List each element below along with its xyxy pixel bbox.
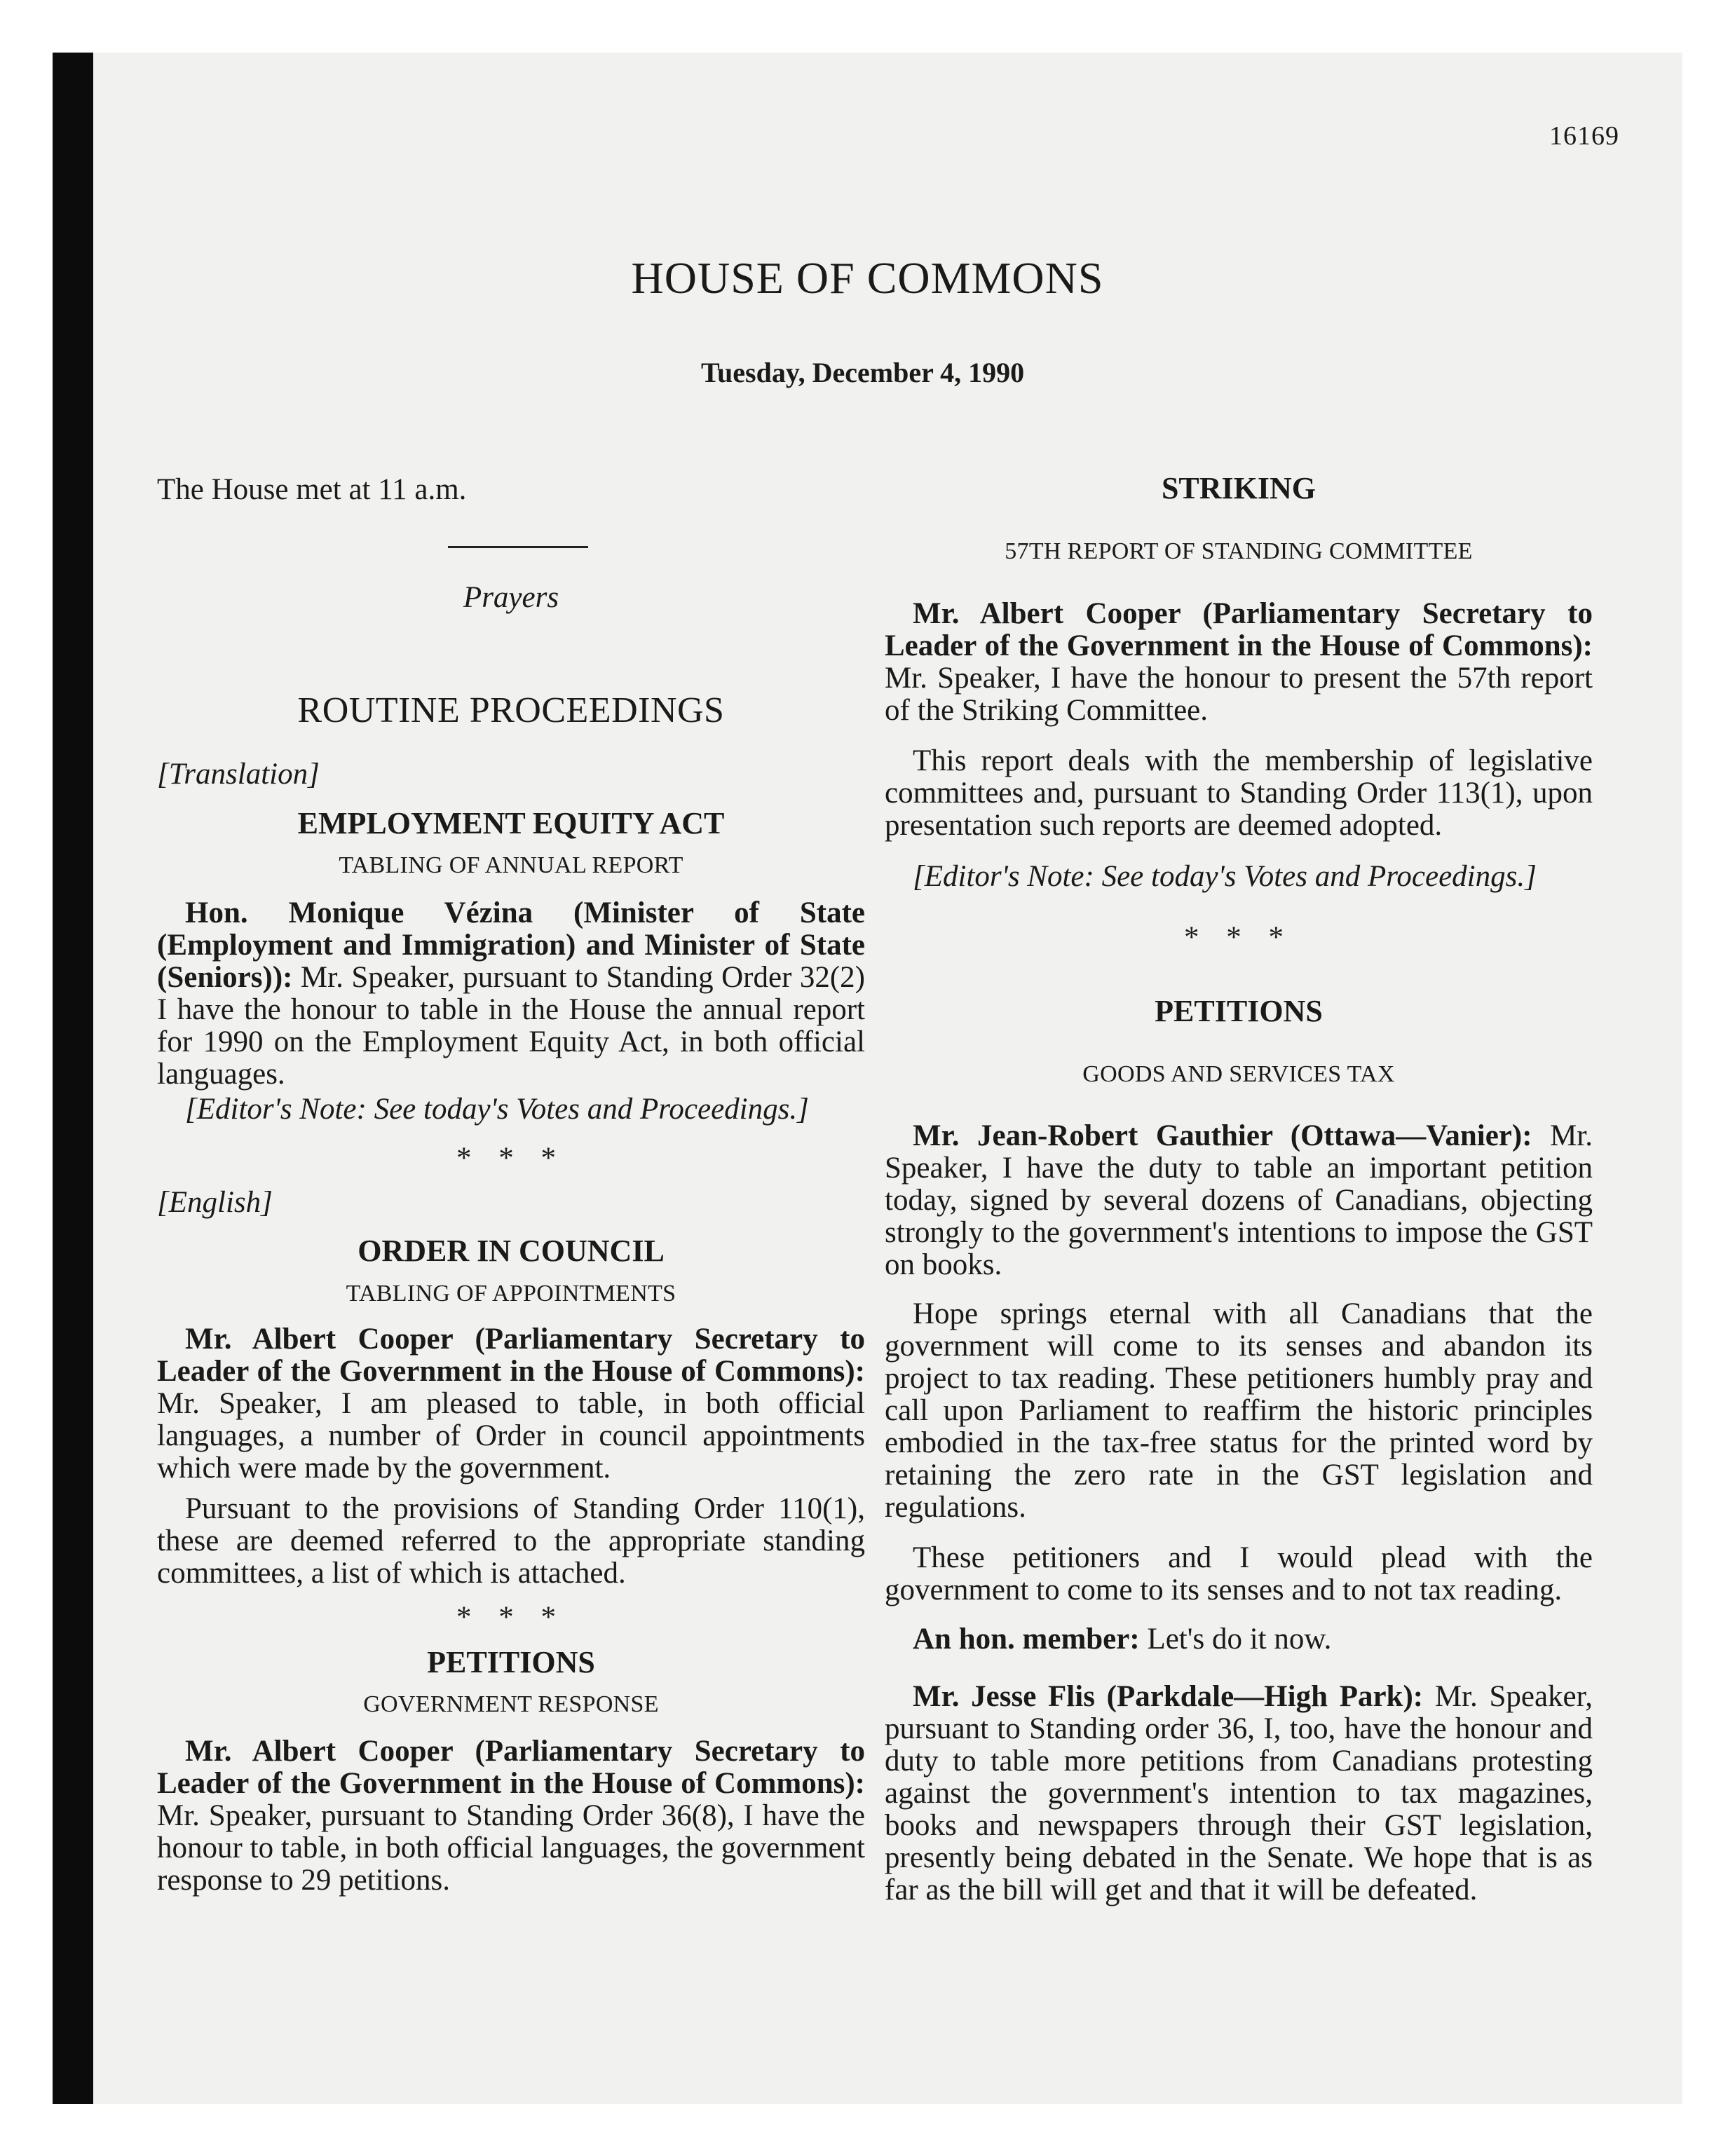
striking-heading: STRIKING — [1161, 471, 1316, 505]
statement-text: Mr. Speaker, I have the duty to table an important petition today, signed by several dozens of Canadians, objecting strongly to the government's intentions to impose the GST on books. — [885, 1119, 1593, 1281]
opening-line: The House met at 11 a.m. — [157, 473, 467, 506]
statement-text: Mr. Speaker, pursuant to Standing order 36, I, too, have the honour and duty to table more petitions from Canadians protesting against the government's intention to tax magazines, books and newspapers through their GST legislation, presently being debated in the Senate. We hope that is as far as the bill will get and that it will be defeated. — [885, 1680, 1593, 1906]
petitions-heading: PETITIONS — [1155, 994, 1323, 1028]
order-in-council-heading: ORDER IN COUNCIL — [358, 1234, 665, 1268]
section-separator: * * * — [456, 1142, 566, 1175]
speaker-name: Mr. Albert Cooper (Parliamentary Secretary to Leader of the Government in the House of Commons): — [157, 1323, 865, 1388]
gauthier-statement — [885, 1120, 1593, 1281]
striking-statement — [885, 598, 1593, 727]
masthead-title: HOUSE OF COMMONS — [631, 253, 1104, 303]
statement-text: This report deals with the membership of legislative committees and, pursuant to Standing Order 113(1), upon presentation such reports are deemed adopted. — [885, 744, 1593, 842]
statement-text: Mr. Speaker, I am pleased to table, in both official languages, a number of Order in council appointments which were made by the government. — [157, 1387, 865, 1485]
speaker-name: Hon. Monique Vézina (Minister of State (Employment and Immigration) and Minister of State (Seniors)): — [157, 896, 865, 994]
petitions-heading: PETITIONS — [427, 1645, 595, 1679]
speaker-name: Mr. Albert Cooper (Parliamentary Secretary to Leader of the Government in the House of Commons): — [885, 597, 1593, 662]
striking-subheading: 57TH REPORT OF STANDING COMMITTEE — [1005, 538, 1473, 564]
flis-statement — [885, 1681, 1593, 1906]
statement-text: Mr. Speaker, pursuant to Standing Order 32(2) I have the honour to table in the House the annual report for 1990 on the Employment Equity Act, in both official languages. — [157, 961, 865, 1091]
statement-text: Pursuant to the provisions of Standing Order 110(1), these are deemed referred to the appropriate standing committees, a list of which is attached. — [157, 1492, 865, 1590]
page-number: 16169 — [1549, 121, 1619, 151]
hon-member-interjection — [885, 1623, 1593, 1656]
order-in-council-subheading: TABLING OF APPOINTMENTS — [346, 1281, 676, 1306]
petitions-response-statement — [157, 1735, 865, 1897]
employment-equity-subheading: TABLING OF ANNUAL REPORT — [339, 852, 683, 878]
gauthier-statement-continued — [885, 1298, 1593, 1524]
english-marker: [English] — [157, 1186, 273, 1219]
statement-text: These petitioners and I would plead with the government to come to its senses and to not tax reading. — [885, 1541, 1593, 1606]
speaker-name: Mr. Jesse Flis (Parkdale—High Park): — [913, 1680, 1424, 1713]
routine-proceedings-heading: ROUTINE PROCEEDINGS — [297, 690, 725, 730]
statement-text: Hope springs eternal with all Canadians that the government will come to its senses and abandon its project to tax reading. These petitioners humbly pray and call upon Parliament to reaffirm the historic principles embodied in the tax-free status for the printed word by retaining the zero rate in the GST legislation and regulations. — [885, 1297, 1593, 1524]
speaker-name: Mr. Albert Cooper (Parliamentary Secretary to Leader of the Government in the House of Commons): — [157, 1735, 865, 1800]
statement-text: Mr. Speaker, I have the honour to present the 57th report of the Striking Committee. — [885, 662, 1593, 727]
translation-marker: [Translation] — [157, 758, 320, 791]
speaker-name: Mr. Jean-Robert Gauthier (Ottawa—Vanier): — [913, 1119, 1532, 1152]
section-separator: * * * — [1184, 921, 1293, 954]
editors-note: [Editor's Note: See today's Votes and Proceedings.] — [185, 1093, 809, 1126]
statement-text: Let's do it now. — [1139, 1623, 1332, 1656]
gauthier-statement-closing — [885, 1542, 1593, 1606]
divider-rule — [448, 546, 588, 548]
section-separator: * * * — [456, 1601, 566, 1634]
equity-statement — [157, 897, 865, 1091]
prayers-label: Prayers — [463, 581, 559, 614]
editors-note: [Editor's Note: See today's Votes and Proceedings.] — [913, 860, 1537, 893]
sitting-date: Tuesday, December 4, 1990 — [701, 357, 1025, 388]
binding-edge — [53, 53, 93, 2104]
goods-and-services-tax-subheading: GOODS AND SERVICES TAX — [1082, 1061, 1395, 1087]
order-statement — [157, 1323, 865, 1485]
government-response-subheading: GOVERNMENT RESPONSE — [363, 1691, 659, 1717]
order-statement-continued — [157, 1493, 865, 1590]
employment-equity-heading: EMPLOYMENT EQUITY ACT — [297, 806, 725, 840]
statement-text: Mr. Speaker, pursuant to Standing Order 36(8), I have the honour to table, in both official languages, the government response to 29 petitions. — [157, 1799, 865, 1897]
striking-statement-continued — [885, 745, 1593, 842]
speaker-name: An hon. member: — [913, 1623, 1140, 1656]
